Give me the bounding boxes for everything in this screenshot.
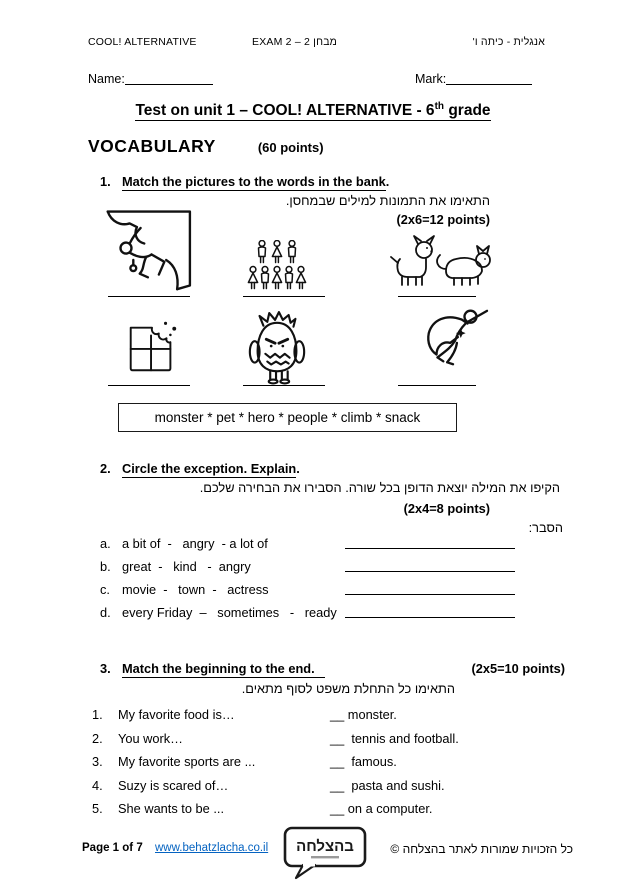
q3-beginning: You work… <box>118 731 183 746</box>
q1-points: (2x6=12 points) <box>396 212 490 227</box>
q1-number: 1. <box>100 174 111 189</box>
q3-pair-number: 1. <box>92 707 103 722</box>
q3-answer-slot: __ <box>330 707 345 722</box>
svg-text:בהצלחה: בהצלחה <box>296 838 354 855</box>
q2-explain-line <box>345 616 515 618</box>
name-label: Name: <box>88 72 125 86</box>
people-group-icon <box>246 240 308 292</box>
word-bank-box: monster * pet * hero * people * climb * snack <box>118 403 457 432</box>
q2-explain-line <box>345 570 515 572</box>
q1-instruction-hebrew: התאימו את התמונות למילים שבמחסן. <box>285 193 490 208</box>
page-title <box>0 101 626 120</box>
behatzlacha-logo <box>283 826 367 880</box>
q3-beginning: She wants to be ... <box>118 801 224 816</box>
q2-row-words: movie - town - actress <box>122 582 269 597</box>
q2-row-letter: a. <box>100 536 111 551</box>
q3-ending: tennis and football. <box>344 731 459 746</box>
q1-answer-line-3 <box>398 295 476 297</box>
mark-blank-line <box>446 72 532 85</box>
q3-number: 3. <box>100 661 111 676</box>
q3-pair-number: 5. <box>92 801 103 816</box>
q3-ending: on a computer. <box>344 801 433 816</box>
superhero-icon <box>415 306 493 372</box>
q2-explain-line <box>345 593 515 595</box>
q2-row-b <box>100 559 528 576</box>
q3-pair-1 <box>92 707 566 724</box>
q2-row-words: a bit of - angry - a lot of <box>122 536 268 551</box>
header-center: EXAM 2 – 2 מבחן <box>252 36 338 48</box>
q2-title-period: . <box>296 461 300 476</box>
q2-heading <box>100 461 300 476</box>
q2-instruction-hebrew: הקיפו את המילה יוצאת הדופן בכל שורה. הסבירו את הבחירה שלכם. <box>199 480 560 495</box>
name-field <box>88 72 213 86</box>
q3-pair-3 <box>92 754 566 771</box>
q3-answer-slot: __ <box>330 801 345 816</box>
q2-row-letter: b. <box>100 559 111 574</box>
q3-ending: famous. <box>344 754 397 769</box>
monster-icon <box>245 311 309 385</box>
q1-answer-line-1 <box>108 295 190 297</box>
q3-ending: pasta and sushi. <box>344 778 445 793</box>
q3-pair-5 <box>92 801 566 818</box>
page-number: Page 1 of 7 <box>82 842 143 854</box>
q2-points: (2x4=8 points) <box>403 501 490 516</box>
q3-beginning: My favorite sports are ... <box>118 754 256 769</box>
q3-beginning: My favorite food is… <box>118 707 235 722</box>
q1-title: Match the pictures to the words in the bank <box>122 174 386 189</box>
q3-answer-slot: __ <box>330 754 345 769</box>
header-right: אנגלית - כיתה ו' <box>472 36 545 48</box>
section-heading <box>88 136 324 157</box>
q3-instruction-hebrew: התאימו כל התחלת משפט לסוף מתאים. <box>241 681 455 696</box>
q2-row-a <box>100 536 528 553</box>
q1-heading <box>100 174 389 189</box>
mark-label: Mark: <box>415 72 447 86</box>
q2-explain-label: הסבר: <box>528 520 563 535</box>
mark-field <box>415 72 532 86</box>
website-link[interactable]: www.behatzlacha.co.il <box>155 842 269 854</box>
page-title-text: Test on unit 1 – COOL! ALTERNATIVE - 6 <box>135 102 435 120</box>
copyright-text: כל הזכויות שמורות לאתר בהצלחה © <box>390 842 573 856</box>
q1-answer-line-4 <box>108 384 190 386</box>
q2-row-letter: c. <box>100 582 110 597</box>
header-left: COOL! ALTERNATIVE <box>88 36 197 48</box>
q1-answer-line-6 <box>398 384 476 386</box>
dog-and-cat-icon <box>388 233 496 289</box>
section-heading-text: VOCABULARY <box>88 136 216 156</box>
q3-ending: monster. <box>344 707 397 722</box>
q2-row-c <box>100 582 528 599</box>
q2-explain-line <box>345 547 515 549</box>
q3-answer-slot: __ <box>330 731 345 746</box>
q3-pair-number: 2. <box>92 731 103 746</box>
q1-answer-line-5 <box>243 384 325 386</box>
q3-pair-2 <box>92 731 566 748</box>
name-blank-line <box>125 72 213 85</box>
q3-title: Match the beginning to the end. <box>122 661 325 678</box>
q3-answer-slot: __ <box>330 778 345 793</box>
page-title-ordinal: th <box>434 101 445 112</box>
q3-points: (2x5=10 points) <box>471 661 565 676</box>
q3-heading <box>100 661 325 676</box>
chocolate-snack-icon <box>121 318 183 378</box>
q3-pair-4 <box>92 778 566 795</box>
rock-climbing-icon <box>92 207 202 291</box>
page-title-tail: grade <box>444 102 491 120</box>
q2-row-letter: d. <box>100 605 111 620</box>
q2-row-words: great - kind - angry <box>122 559 251 574</box>
q2-number: 2. <box>100 461 111 476</box>
q1-title-period: . <box>385 174 390 189</box>
q2-title: Circle the exception. Explain <box>122 461 297 476</box>
q3-pair-number: 3. <box>92 754 103 769</box>
q2-row-d <box>100 605 528 622</box>
q2-row-words: every Friday – sometimes - ready <box>122 605 337 620</box>
logo-tagline-line <box>311 856 339 858</box>
q3-pair-number: 4. <box>92 778 103 793</box>
q1-answer-line-2 <box>243 295 325 297</box>
section-points: (60 points) <box>257 140 324 155</box>
q3-beginning: Suzy is scared of… <box>118 778 229 793</box>
